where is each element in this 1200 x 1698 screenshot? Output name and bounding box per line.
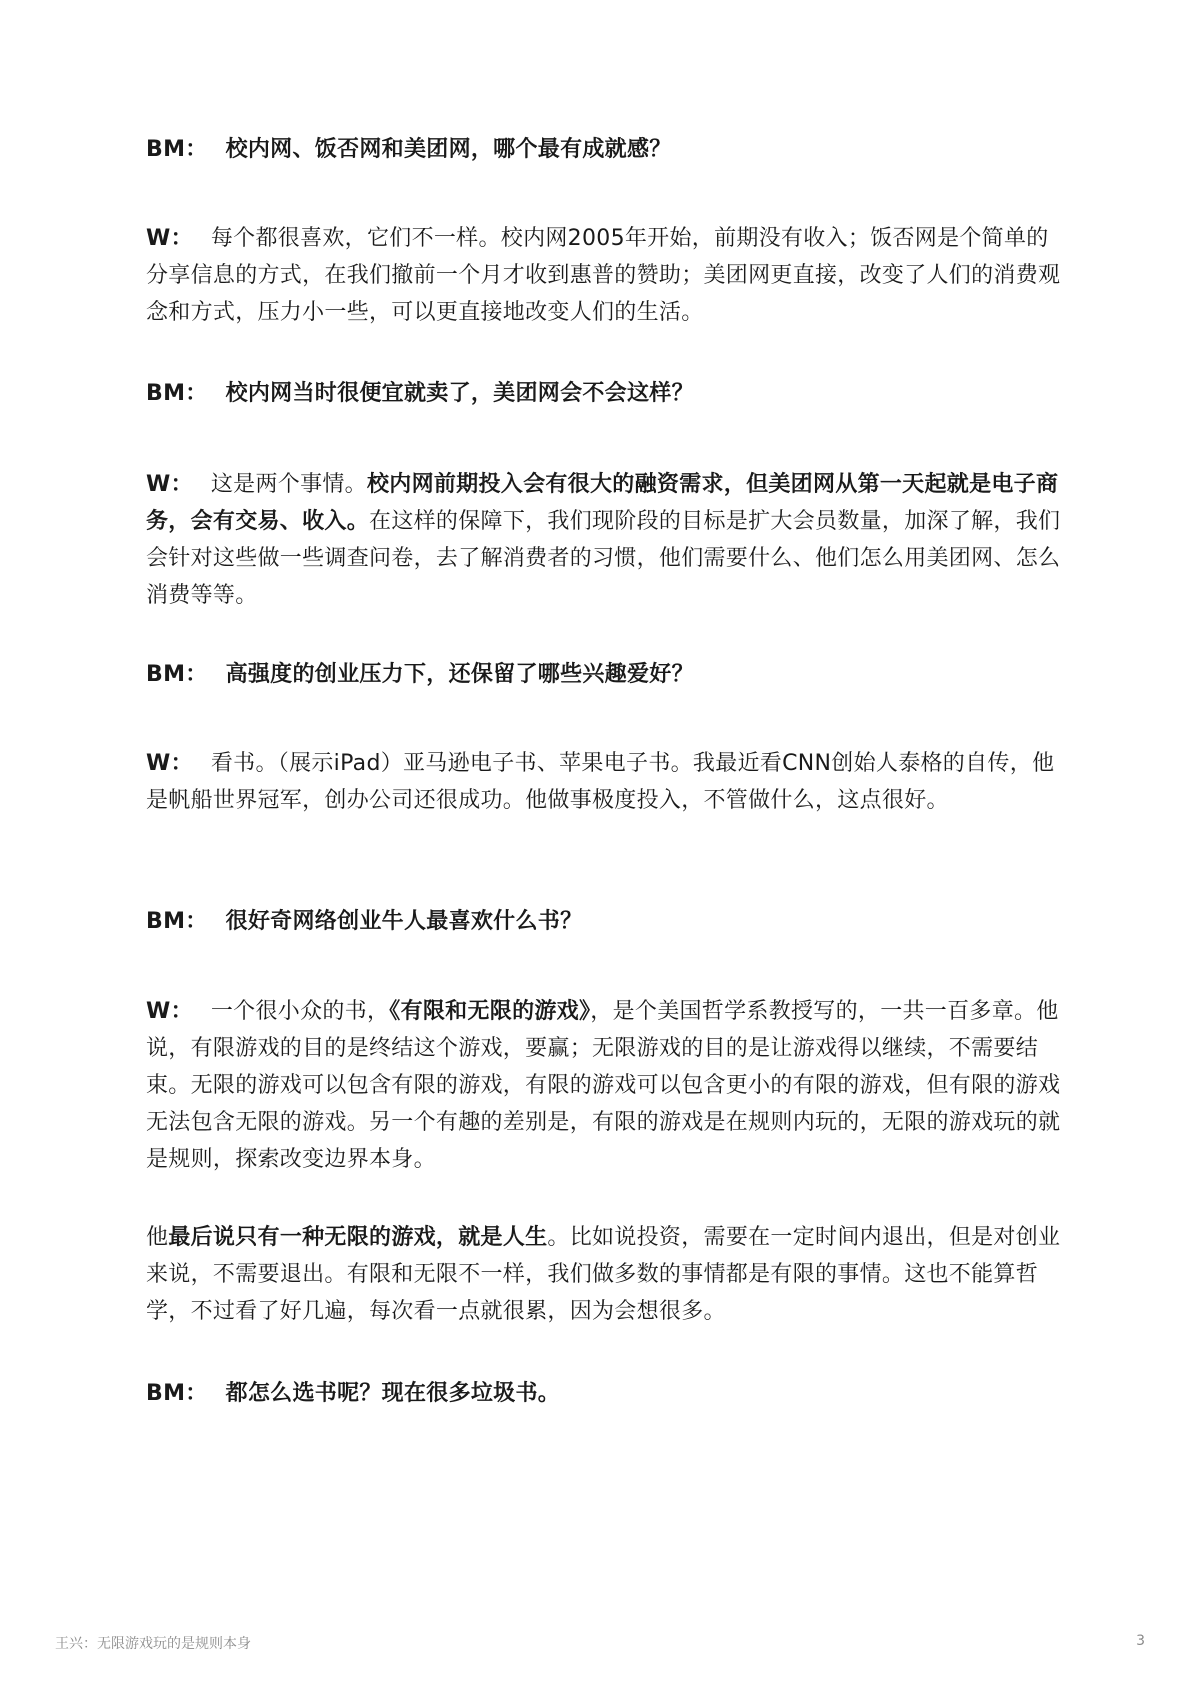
- answer-text: 看书。（展示iPad）亚马逊电子书、苹果电子书。我最近看CNN创始人泰格的自传，他是帆船世界冠军，创办公司还很成功。他做事极度投入，不管做什么，这点很好。: [146, 751, 1055, 813]
- answer-text: 每个都很喜欢，它们不一样。校内网2005年开始，前期没有收入；饭否网是个简单的分享信息的方式，在我们撤前一个月才收到惠普的赞助；美团网更直接，改变了人们的消费观念和方式，压力小一些，可以更直接地改变人们的生活。: [146, 226, 1061, 325]
- paragraph-emphasis: 最后说只有一种无限的游戏，就是人生: [168, 1225, 548, 1250]
- body-paragraph: [146, 1219, 1066, 1330]
- question-text: 很好奇网络创业牛人最喜欢什么书？: [225, 909, 583, 934]
- speaker-label: BM：: [146, 662, 208, 687]
- answer-text: 一个很小众的书，: [210, 999, 390, 1024]
- question-paragraph: [146, 903, 1066, 940]
- question-text: 都怎么选书呢？现在很多垃圾书。: [225, 1381, 561, 1406]
- question-paragraph: [146, 656, 1066, 693]
- question-paragraph: [146, 375, 1066, 412]
- answer-paragraph: [146, 993, 1066, 1178]
- question-text: 高强度的创业压力下，还保留了哪些兴趣爱好？: [225, 662, 694, 687]
- book-title: 《有限和无限的游戏》: [389, 999, 591, 1024]
- speaker-label: W：: [146, 226, 193, 251]
- question-text: 校内网当时很便宜就卖了，美团网会不会这样？: [225, 381, 694, 406]
- answer-paragraph: [146, 466, 1066, 614]
- answer-text: ，是个美国哲学系教授写的，一共一百多章。他说，有限游戏的目的是终结这个游戏，要赢；无限游戏的目的是让游戏得以继续，不需要结束。无限的游戏可以包含有限的游戏，有限的游戏可以包含更小的有限的游戏，但有限的游戏无法包含无限的游戏。另一个有趣的差别是，有限的游戏是在规则内玩的，无限的游戏玩的就是规则，探索改变边界本身。: [146, 999, 1061, 1172]
- speaker-label: BM：: [146, 909, 208, 934]
- speaker-label: BM：: [146, 1381, 208, 1406]
- paragraph-text: 。比如说投资，需要在一定时间内退出，但是对创业来说，不需要退出。有限和无限不一样，我们做多数的事情都是有限的事情。这也不能算哲学，不过看了好几遍，每次看一点就很累，因为会想很多。: [146, 1225, 1061, 1324]
- speaker-label: W：: [146, 472, 193, 497]
- speaker-label: W：: [146, 999, 193, 1024]
- answer-text: 这是两个事情。: [210, 472, 367, 497]
- question-paragraph: [146, 131, 1066, 168]
- speaker-label: W：: [146, 751, 193, 776]
- footer-title: 王兴：无限游戏玩的是规则本身: [55, 1636, 251, 1652]
- answer-paragraph: [146, 220, 1066, 331]
- speaker-label: BM：: [146, 381, 208, 406]
- paragraph-text: 他: [146, 1225, 169, 1250]
- page-number: 3: [1136, 1633, 1145, 1649]
- answer-paragraph: [146, 745, 1066, 819]
- question-text: 校内网、饭否网和美团网，哪个最有成就感？: [225, 137, 672, 162]
- speaker-label: BM：: [146, 137, 208, 162]
- answer-emphasis: 校内网前期投入会有很大的融资需求，但美团网从第一天起就是电子商务，会有交易、收入。: [146, 472, 1059, 534]
- question-paragraph: [146, 1375, 1066, 1412]
- answer-text: 在这样的保障下，我们现阶段的目标是扩大会员数量，加深了解，我们会针对这些做一些调查问卷，去了解消费者的习惯，他们需要什么、他们怎么用美团网、怎么消费等等。: [146, 509, 1061, 608]
